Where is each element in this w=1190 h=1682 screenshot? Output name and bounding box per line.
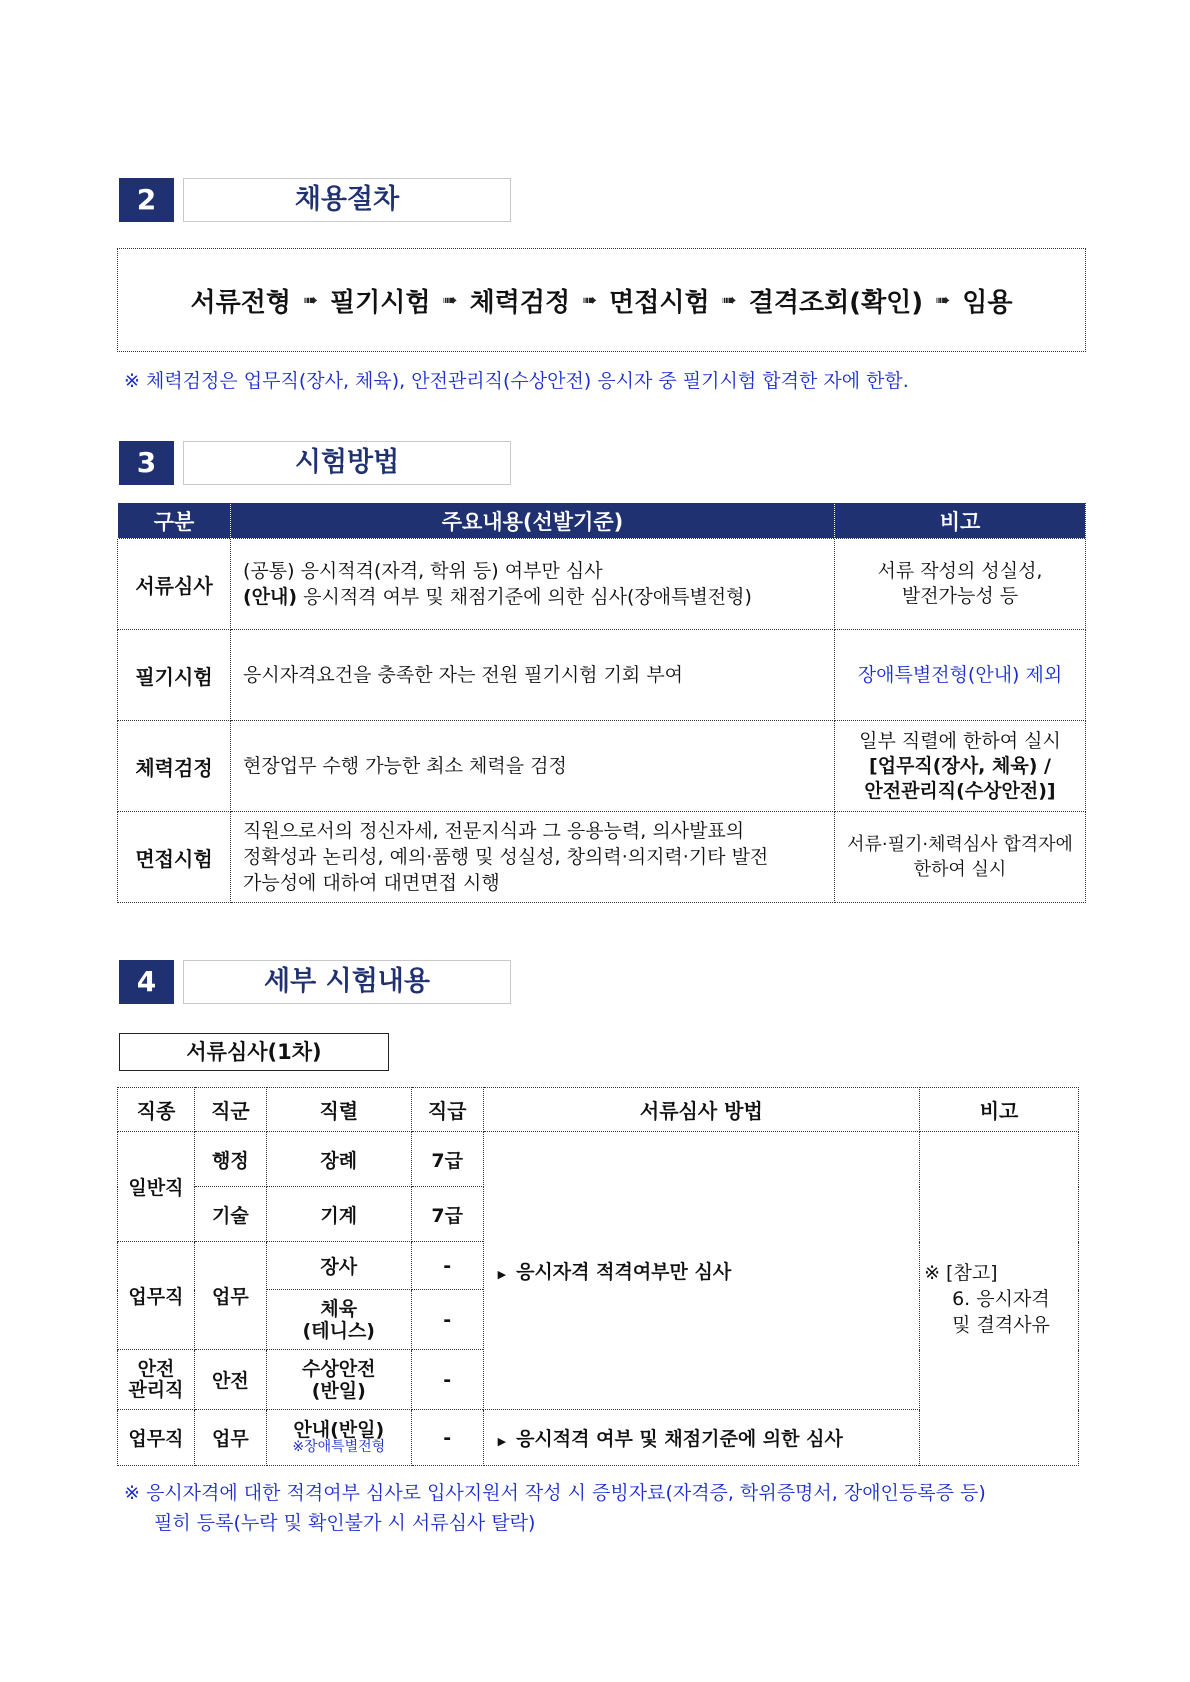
row-note: 장애특별전형(안내) 제외 [835,630,1086,721]
job-grade: - [411,1410,483,1466]
section-number: 2 [119,178,174,222]
column-header: 주요내용(선발기준) [231,503,835,539]
triangle-bullet-icon: ▶ [497,1268,507,1281]
row-content [231,539,835,630]
job-series: 기계 [266,1187,411,1242]
content-line [243,584,834,610]
note-line: 한하여 실시 [913,859,1007,880]
job-group: 업무 [194,1410,266,1466]
arrow-right-icon: ➠ [302,289,319,311]
method-text: 응시자격 적격여부만 심사 [516,1261,732,1283]
column-header: 직종 [118,1088,195,1132]
job-group: 행정 [194,1132,266,1187]
subsection-title: 서류심사(1차) [119,1033,389,1071]
note-line: 서류·필기·체력심사 합격자에 [847,834,1073,855]
review-method [483,1410,919,1466]
job-grade: - [411,1350,483,1410]
job-grade: - [411,1290,483,1350]
job-series [266,1350,411,1410]
arrow-right-icon: ➠ [582,289,598,311]
row-content [231,812,835,903]
table-row [118,721,1086,812]
content-text: 응시적격 여부 및 채점기준에 의한 심사(장애특별전형) [297,586,752,608]
section-2-header [119,178,511,222]
row-note [835,539,1086,630]
content-line: 정확성과 논리성, 예의·품행 및 성실성, 창의력·의지력·기타 발전 [243,846,769,868]
column-header: 구분 [118,503,231,539]
review-method [483,1132,919,1410]
note-line: 안전관리직(수상안전)] [864,779,1056,802]
job-type: 안전 관리직 [118,1350,195,1410]
document-review-table [117,1087,1079,1466]
section-4-header [119,960,511,1004]
job-grade: 7급 [411,1132,483,1187]
table-row [118,539,1086,630]
job-grade: 7급 [411,1187,483,1242]
row-key: 체력검정 [118,721,231,812]
flow-step: 체력검정 [469,287,571,318]
note-line: 서류 작성의 성실성, [877,560,1043,582]
row-content: 현장업무 수행 가능한 최소 체력을 검정 [231,721,835,812]
job-series [266,1410,411,1466]
column-header: 직렬 [266,1088,411,1132]
job-series: 장례 [266,1132,411,1187]
row-note [835,721,1086,812]
flow-step: 서류전형 [190,287,291,318]
recruitment-flow [117,248,1086,352]
note-line: 발전가능성 등 [901,585,1019,607]
section-number: 3 [119,441,174,485]
series-line: 수상안전 [302,1357,376,1380]
job-type: 일반직 [118,1132,195,1242]
series-line: (테니스) [302,1319,375,1342]
triangle-bullet-icon: ▶ [497,1435,507,1448]
flow-step: 필기시험 [330,287,431,318]
content-line: (공통) 응시적격(자격, 학위 등) 여부만 심사 [243,560,603,582]
method-text: 응시적격 여부 및 채점기준에 의한 심사 [516,1428,843,1450]
job-type: 업무직 [118,1242,195,1350]
note-line: [업무직(장사, 체육) / [869,754,1051,777]
flow-step: 임용 [962,287,1013,318]
section-title: 채용절차 [183,178,511,222]
arrow-right-icon: ➠ [442,289,458,311]
job-series: 장사 [266,1242,411,1290]
column-header: 직급 [411,1088,483,1132]
section-title: 시험방법 [183,441,511,485]
table-row [118,1132,1079,1187]
section-number: 4 [119,960,174,1004]
job-group: 업무 [194,1242,266,1350]
remark-line: 및 결격사유 [952,1313,1050,1336]
section-title: 세부 시험내용 [183,960,511,1004]
row-note [835,812,1086,903]
exam-method-table [117,502,1086,903]
content-line: 직원으로서의 정신자세, 전문지식과 그 응용능력, 의사발표의 [243,820,745,842]
job-type: 업무직 [118,1410,195,1466]
section-3-header [119,441,511,485]
column-header: 직군 [194,1088,266,1132]
column-header: 비고 [835,503,1086,539]
note-line: 일부 직렬에 한하여 실시 [859,729,1061,752]
arrow-right-icon: ➠ [935,289,951,311]
remark [920,1132,1079,1466]
section-2-note: ※ 체력검정은 업무직(장사, 체육), 안전관리직(수상안전) 응시자 중 필기시험 합격한 자에 한함. [124,370,909,392]
remark-line: 6. 응시자격 [952,1287,1050,1310]
row-key: 서류심사 [118,539,231,630]
series-line: 안내(반일) [293,1419,385,1441]
content-line: 가능성에 대하여 대면면접 시행 [243,872,500,894]
row-content: 응시자격요건을 충족한 자는 전원 필기시험 기회 부여 [231,630,835,721]
column-header: 비고 [920,1088,1079,1132]
row-key: 필기시험 [118,630,231,721]
series-note: ※장애특별전형 [292,1439,386,1455]
job-group: 안전 [194,1350,266,1410]
remark-line: ※ [참고] [924,1261,998,1284]
table-row [118,812,1086,903]
row-key: 면접시험 [118,812,231,903]
job-series [266,1290,411,1350]
column-header: 서류심사 방법 [483,1088,919,1132]
table-row [118,630,1086,721]
section-4-note-line-2: 필히 등록(누락 및 확인불가 시 서류심사 탈락) [154,1512,536,1534]
job-grade: - [411,1242,483,1290]
arrow-right-icon: ➠ [721,289,737,311]
series-line: 체육 [320,1297,358,1320]
job-group: 기술 [194,1187,266,1242]
flow-step: 결격조회(확인) [748,287,924,318]
flow-step: 면접시험 [609,287,710,318]
section-4-note-line-1: ※ 응시자격에 대한 적격여부 심사로 입사지원서 작성 시 증빙자료(자격증, 학위증명서, 장애인등록증 등) [124,1482,986,1504]
bold-label: (안내) [243,586,298,608]
series-line: (반일) [311,1379,366,1402]
